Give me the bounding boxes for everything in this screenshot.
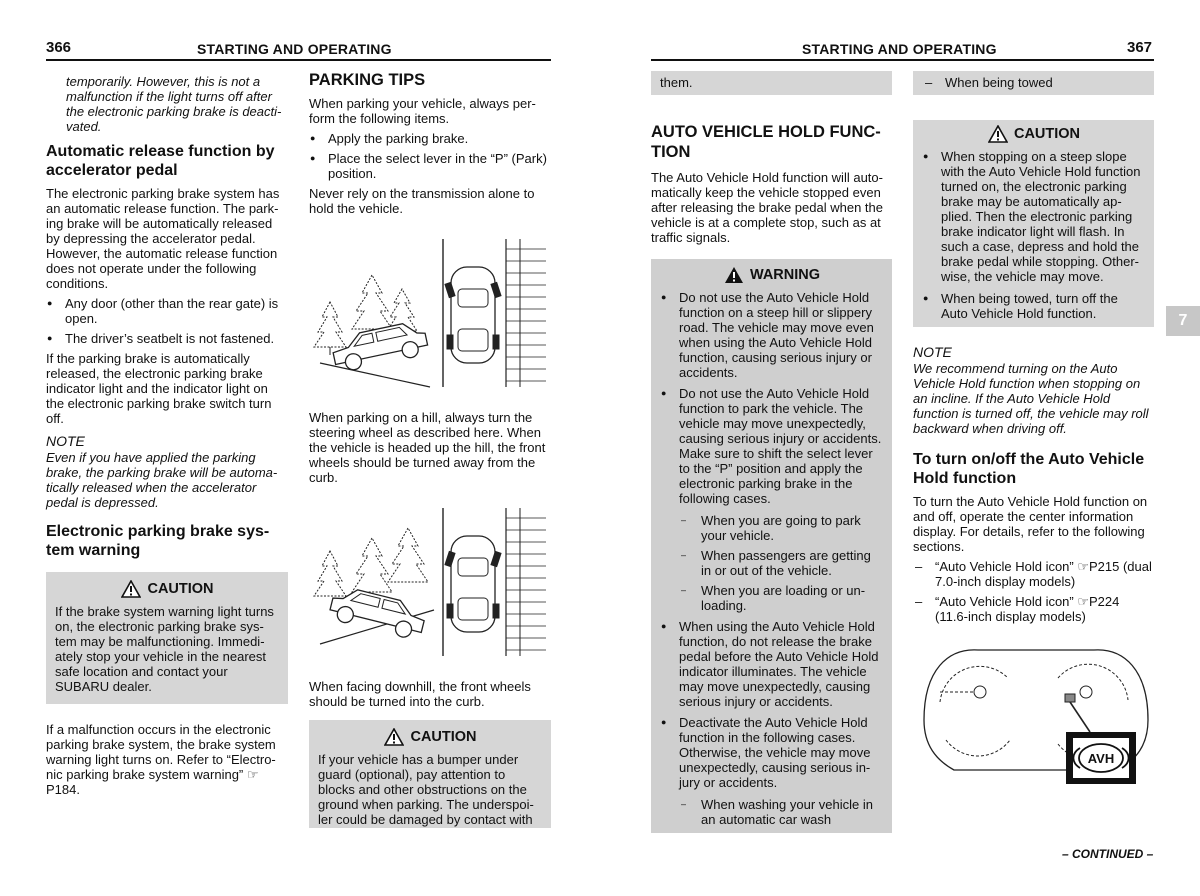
- gauge-center-left: [974, 686, 986, 698]
- sub-list: [660, 797, 884, 827]
- tree-icon: [314, 551, 346, 596]
- sub-list-item: – When you are going to park your vehicle.: [679, 513, 884, 543]
- note-text: Even if you have applied the parking brake, the parking brake will be automa-tically released when the accelerator pedal is depressed.: [46, 450, 278, 510]
- uphill-parking-illustration: [310, 237, 550, 389]
- list-item: [660, 386, 884, 613]
- hill-text-block: [309, 410, 551, 490]
- condition-list: [46, 296, 288, 346]
- heading-auto-release: Automatic release function by accelerator pedal: [46, 143, 275, 179]
- caution-box: [913, 120, 1154, 327]
- warning-label: WARNING: [749, 266, 821, 283]
- heading-brake-warning: Electronic parking brake sys-tem warning: [46, 523, 270, 559]
- list-item: ● Do not use the Auto Vehicle Hold function on a steep hill or slippery road. The vehicle may move even when using the Auto Vehicle Hold function, causing serious injury or accidents.: [660, 290, 884, 380]
- note-label: NOTE: [46, 433, 85, 449]
- tree-icon: [314, 302, 346, 355]
- list-item: ● When being towed, turn off the Auto Vehicle Hold function.: [922, 291, 1146, 321]
- list-item: ● Place the select lever in the “P” (Park) position.: [309, 151, 551, 181]
- callout-line: [1070, 702, 1090, 732]
- warning-header: [660, 266, 884, 284]
- note-text: We recommend turning on the Auto Vehicle Hold function when stopping on an incline. If the Auto Vehicle Hold function is turned off, the vehicle may roll backward when driving off.: [913, 361, 1149, 436]
- paragraph: When parking your vehicle, always per-form the following items.: [309, 96, 536, 126]
- caution-header: [922, 125, 1146, 143]
- paragraph: When facing downhill, the front wheels should be turned into the curb.: [309, 679, 531, 709]
- reference-list: [913, 559, 1154, 624]
- caution-box: [46, 572, 288, 704]
- caution-label: CAUTION: [410, 728, 477, 745]
- caution-list: [922, 149, 1146, 321]
- list-item-text: Deactivate the Auto Vehicle Hold function in the following cases. Otherwise, the vehicle may move unexpectedly, causing serious in-jury or accidents.: [679, 715, 871, 790]
- column-2: [309, 70, 551, 221]
- caution-text: If your vehicle has a bumper under guard (optional), pay attention to blocks and other obstructions on the ground when parking. The underspoi-ler could be damaged by contact with: [318, 752, 534, 827]
- sub-list: [660, 513, 884, 613]
- continued-box: [651, 71, 892, 95]
- caution-header: [55, 580, 280, 598]
- continued-list: [923, 75, 1146, 90]
- list-item: [660, 715, 884, 827]
- paragraph: If a malfunction occurs in the electronic parking brake system, the brake system warning light turns on. Refer to “Electro-nic parking brake system warning” ☞P184.: [46, 722, 276, 797]
- list-item: ● When using the Auto Vehicle Hold function, do not release the brake pedal before the Auto Vehicle Hold indicator illuminates. The vehicle may move unexpectedly, causing serious injury or accidents.: [660, 619, 884, 709]
- continued-text: temporarily. However, this is not a malfunction if the light turns off after the electronic parking brake is deacti-vated.: [66, 74, 282, 134]
- sub-list-item: – When washing your vehicle in an automatic car wash: [679, 797, 884, 827]
- right-page-number: 367: [1127, 39, 1153, 56]
- continued-label: – CONTINUED –: [1062, 847, 1154, 861]
- caution-label: CAUTION: [1013, 125, 1081, 142]
- paragraph: Never rely on the transmission alone to hold the vehicle.: [309, 186, 535, 216]
- car-side-icon: [328, 584, 428, 641]
- tree-icon: [388, 528, 428, 582]
- car-top-view-icon: [445, 267, 501, 363]
- caution-text: If the brake system warning light turns on, the electronic parking brake sys-tem may be malfunctioning. Immedi-ately stop your vehicle in the nearest safe location and contact your SUBARU dealer.: [55, 604, 274, 694]
- caution-box: [309, 720, 551, 828]
- right-header-rule: [651, 59, 1154, 61]
- list-item: – When being towed: [923, 75, 1146, 90]
- tips-list: [309, 131, 551, 181]
- paragraph: If the parking brake is automatically released, the electronic parking brake indicator light and the indicator light on the electronic parking brake switch turn off.: [46, 351, 272, 426]
- list-item: – “Auto Vehicle Hold icon” ☞P224 (11.6-inch display models): [913, 594, 1154, 624]
- continued-box: [913, 71, 1154, 95]
- list-item: ● Apply the parking brake.: [309, 131, 551, 146]
- heading-parking-tips: PARKING TIPS: [309, 71, 426, 89]
- column-4: [913, 71, 1154, 629]
- list-item: ● Any door (other than the rear gate) is open.: [46, 296, 288, 326]
- instrument-cluster-illustration: [918, 640, 1154, 790]
- avh-indicator: [1065, 694, 1075, 702]
- warning-triangle-icon: [384, 728, 404, 746]
- tree-icon: [352, 538, 392, 592]
- paragraph: The Auto Vehicle Hold function will auto-matically keep the vehicle stopped even after releasing the brake pedal when the vehicle is at a complete stop, such as at traffic signals.: [651, 170, 883, 245]
- sub-list-item: – When you are loading or un-loading.: [679, 583, 884, 613]
- warning-triangle-icon: [724, 266, 744, 284]
- left-header-rule: [46, 59, 551, 61]
- paragraph: When parking on a hill, always turn the steering wheel as described here. When the vehicle is headed up the hill, the front wheels should be turned away from the curb.: [309, 410, 546, 485]
- warning-list: [660, 290, 884, 827]
- left-page-number: 366: [46, 39, 72, 56]
- curb-pattern: [506, 518, 546, 650]
- list-item: – “Auto Vehicle Hold icon” ☞P215 (dual 7.0-inch display models): [913, 559, 1154, 589]
- section-tab: 7: [1166, 306, 1200, 336]
- caution-label: CAUTION: [147, 580, 214, 597]
- warning-box: [651, 259, 892, 833]
- list-item: ● The driver’s seatbelt is not fastened.: [46, 331, 288, 346]
- car-top-view-icon: [445, 536, 501, 632]
- list-item-text: Do not use the Auto Vehicle Hold function to park the vehicle. The vehicle may move unexpectedly, causing serious injury or accidents. Make sure to shift the select lever to the “P” position and apply the electronic parking brake in the following cases.: [679, 386, 882, 506]
- heading-auto-vehicle-hold: AUTO VEHICLE HOLD FUNC-TION: [651, 123, 881, 161]
- gauge-center-right: [1080, 686, 1092, 698]
- list-item: ● When stopping on a steep slope with the Auto Vehicle Hold function turned on, the electronic parking brake may be automatically ap-plied. Then the electronic parking brake indicator light will flash. In such a case, depress and hold the brake pedal while stopping. Other-wise, the vehicle may move.: [922, 149, 1146, 284]
- warning-triangle-icon: [121, 580, 141, 598]
- continued-box-text: them.: [660, 75, 693, 90]
- column-3: [651, 71, 892, 833]
- caution-header: [318, 728, 543, 746]
- downhill-parking-illustration: [310, 506, 550, 658]
- downhill-text-block: [309, 679, 551, 828]
- curb-pattern: [506, 249, 546, 381]
- right-running-header: STARTING AND OPERATING: [802, 41, 997, 57]
- column-1: [46, 74, 288, 802]
- warning-triangle-icon: [988, 125, 1008, 143]
- avh-icon-label: AVH: [1087, 751, 1115, 766]
- left-running-header: STARTING AND OPERATING: [197, 41, 392, 57]
- heading-turn-on-off: To turn on/off the Auto Vehicle Hold function: [913, 451, 1145, 487]
- sub-list-item: – When passengers are getting in or out of the vehicle.: [679, 548, 884, 578]
- paragraph: To turn the Auto Vehicle Hold function on and off, operate the center information display. For details, refer to the following sections.: [913, 494, 1148, 554]
- note-label: NOTE: [913, 344, 952, 360]
- paragraph: The electronic parking brake system has an automatic release function. The park-ing brake will be automatically released by depressing the accelerator pedal. However, the automatic release function does not operate under the following conditions.: [46, 186, 280, 291]
